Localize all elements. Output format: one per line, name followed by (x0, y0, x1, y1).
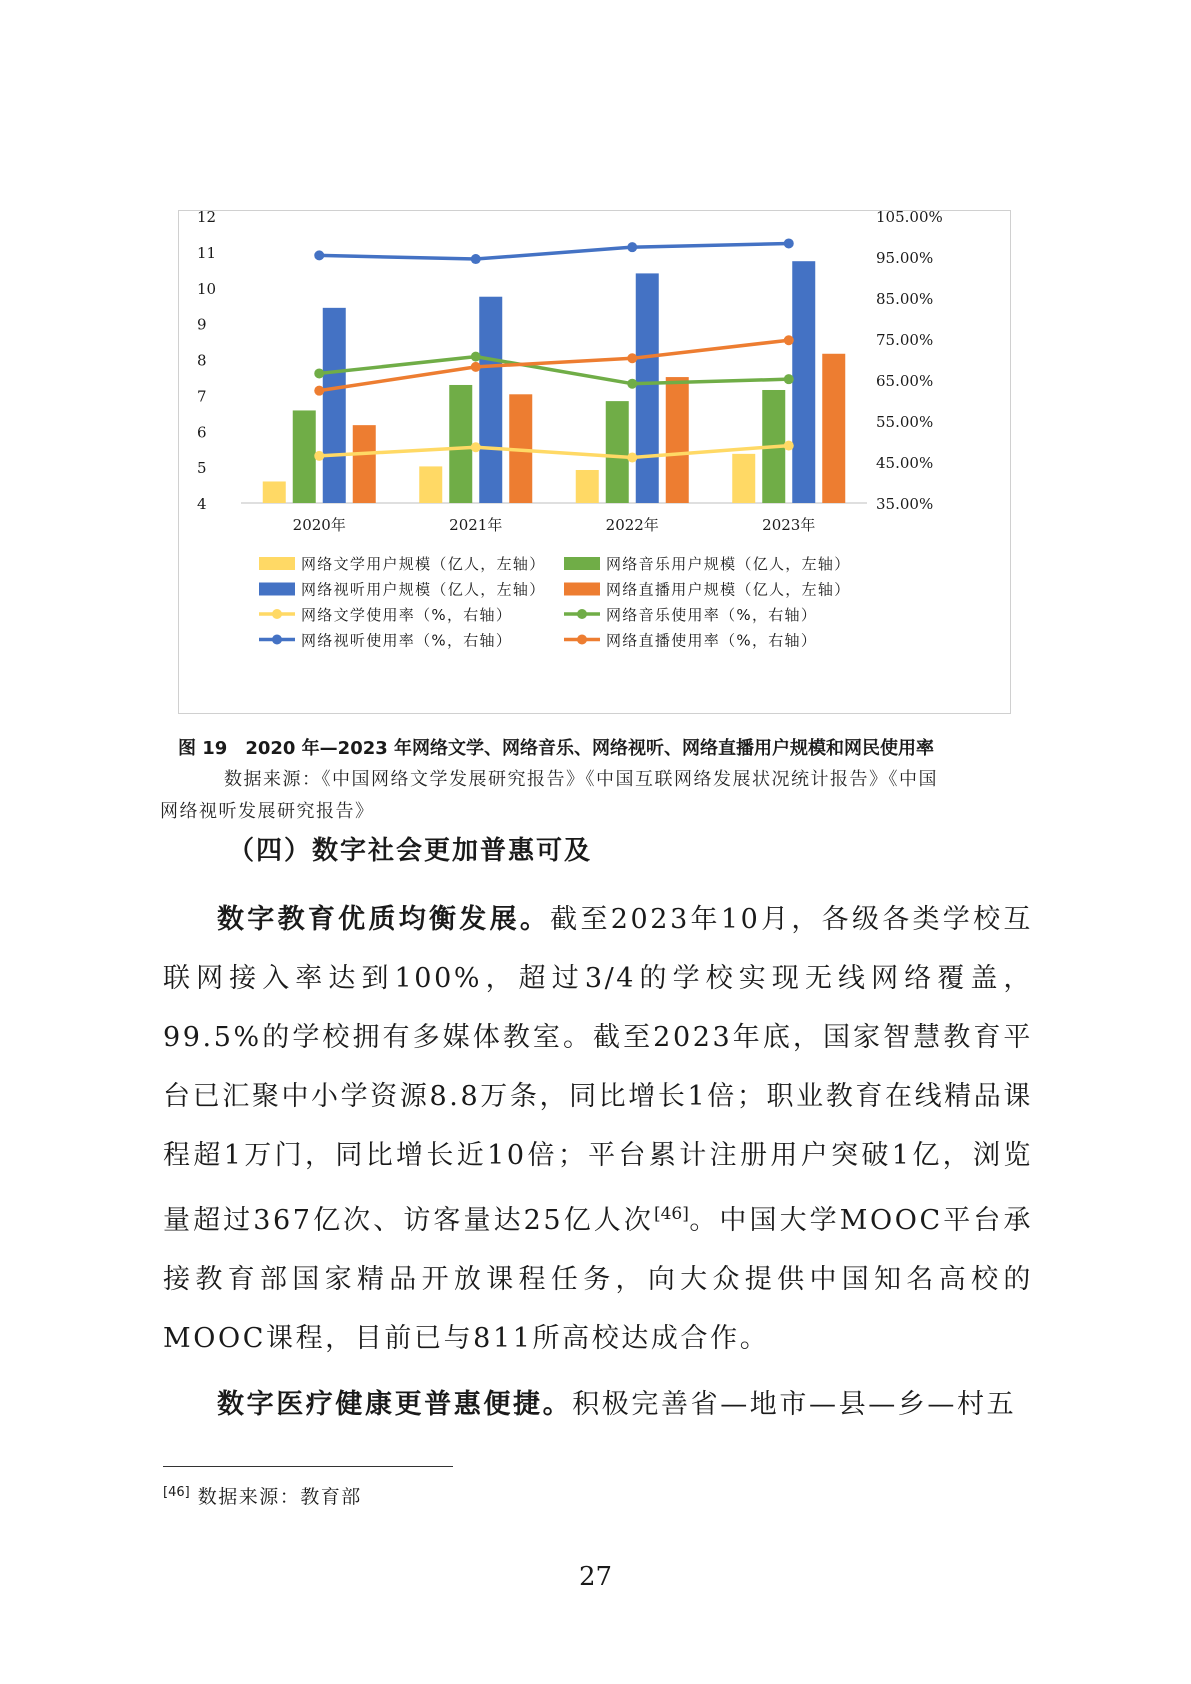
line-point (627, 242, 637, 252)
left-axis-tick-label: 9 (197, 315, 207, 334)
legend-label: 网络音乐用户规模（亿人，左轴） (606, 555, 851, 573)
bar (666, 377, 689, 503)
body-text (163, 890, 1033, 1434)
line-point (314, 386, 324, 396)
right-axis-tick-label: 45.00% (876, 454, 934, 472)
legend-swatch (259, 583, 295, 596)
section-heading: （四）数字社会更加普惠可及 (228, 836, 593, 866)
series-line (319, 446, 789, 458)
bar (323, 308, 346, 503)
bar (576, 470, 599, 503)
line-point (471, 254, 481, 264)
legend-label: 网络文学使用率（%，右轴） (301, 606, 513, 624)
figure-source (160, 764, 1040, 828)
paragraph-text: 积极完善省—地市—县—乡—村五 (572, 1389, 1017, 1420)
left-axis-tick-label: 6 (197, 423, 207, 442)
series-line (319, 243, 789, 259)
legend-swatch-point (272, 609, 282, 619)
combo-chart (179, 211, 1010, 713)
paragraph-text-continued: 。中国大学MOOC平台承接教育部国家精品开放课程任务，向大众提供中国知名高校的MOOC课程，目前已与811所高校达成合作。 (163, 1205, 1033, 1354)
footnote-divider (163, 1466, 453, 1467)
line-point (784, 335, 794, 345)
line-point (314, 368, 324, 378)
line-point (471, 352, 481, 362)
right-axis-tick-label: 75.00% (876, 331, 934, 349)
chart-figure (178, 210, 1011, 714)
line-point (784, 238, 794, 248)
footnote-text: 数据来源：教育部 (197, 1486, 362, 1508)
footnote-mark: [46] (163, 1485, 190, 1500)
left-axis-tick-label: 11 (197, 243, 217, 262)
line-point (784, 374, 794, 384)
left-axis-tick-label: 7 (197, 387, 207, 406)
legend-swatch-point (577, 635, 587, 645)
line-point (784, 441, 794, 451)
right-axis-tick-label: 85.00% (876, 290, 934, 308)
legend-swatch (564, 557, 600, 570)
legend-label: 网络文学用户规模（亿人，左轴） (301, 555, 546, 573)
bar (479, 297, 502, 503)
paragraph-health (163, 1375, 1033, 1434)
line-point (314, 451, 324, 461)
line-point (471, 442, 481, 452)
bar (353, 425, 376, 503)
line-point (627, 353, 637, 363)
right-axis-tick-label: 65.00% (876, 372, 934, 390)
paragraph-text: 截至2023年10月，各级各类学校互联网接入率达到100%，超过3/4的学校实现无线网络覆盖，99.5%的学校拥有多媒体教室。截至2023年底，国家智慧教育平台已汇聚中小学资源8.8万条，同比增长1倍；职业教育在线精品课程超1万门，同比增长近10倍；平台累计注册用户突破1亿，浏览量超过367亿次、访客量达25亿人次 (163, 904, 1033, 1236)
right-axis-tick-label: 95.00% (876, 249, 934, 267)
line-point (314, 250, 324, 260)
bar (792, 261, 815, 503)
source-line-2: 网络视听发展研究报告》 (160, 801, 375, 822)
paragraph-education (163, 890, 1033, 1368)
paragraph-lead: 数字医疗健康更普惠便捷。 (217, 1389, 573, 1420)
legend-swatch (564, 583, 600, 596)
bar (419, 466, 442, 503)
bar (732, 454, 755, 503)
figure-caption: 图 19 2020 年—2023 年网络文学、网络音乐、网络视听、网络直播用户规模和网民使用率 (178, 738, 935, 759)
legend-label: 网络视听使用率（%，右轴） (301, 631, 513, 650)
paragraph-lead: 数字教育优质均衡发展。 (217, 904, 551, 935)
left-axis-tick-label: 4 (197, 495, 207, 513)
right-axis-tick-label: 105.00% (876, 211, 943, 226)
line-point (471, 362, 481, 372)
bar (293, 410, 316, 503)
bar (822, 354, 845, 503)
left-axis-tick-label: 12 (197, 211, 217, 226)
x-axis-tick-label: 2023年 (762, 516, 816, 534)
line-point (627, 452, 637, 462)
right-axis-tick-label: 55.00% (876, 413, 934, 431)
legend-swatch (259, 557, 295, 570)
legend-label: 网络直播使用率（%，右轴） (606, 631, 818, 650)
legend-swatch-point (272, 635, 282, 645)
left-axis-tick-label: 10 (197, 279, 217, 298)
footnote (163, 1482, 362, 1509)
bar (636, 273, 659, 503)
legend-label: 网络直播用户规模（亿人，左轴） (606, 580, 851, 599)
line-point (627, 379, 637, 389)
left-axis-tick-label: 5 (197, 459, 207, 478)
x-axis-tick-label: 2022年 (605, 516, 659, 534)
x-axis-tick-label: 2020年 (292, 516, 346, 534)
source-line-1: 数据来源：《中国网络文学发展研究报告》《中国互联网络发展状况统计报告》《中国 (224, 769, 938, 790)
footnote-reference[interactable]: [46] (653, 1204, 689, 1224)
right-axis-tick-label: 35.00% (876, 495, 934, 513)
x-axis-tick-label: 2021年 (449, 516, 503, 534)
legend-label: 网络视听用户规模（亿人，左轴） (301, 580, 546, 599)
left-axis-tick-label: 8 (197, 351, 207, 370)
bar (606, 401, 629, 503)
bar (449, 385, 472, 503)
bar (263, 481, 286, 503)
legend-swatch-point (577, 609, 587, 619)
page-number: 27 (578, 1562, 613, 1592)
legend-label: 网络音乐使用率（%，右轴） (606, 606, 818, 624)
